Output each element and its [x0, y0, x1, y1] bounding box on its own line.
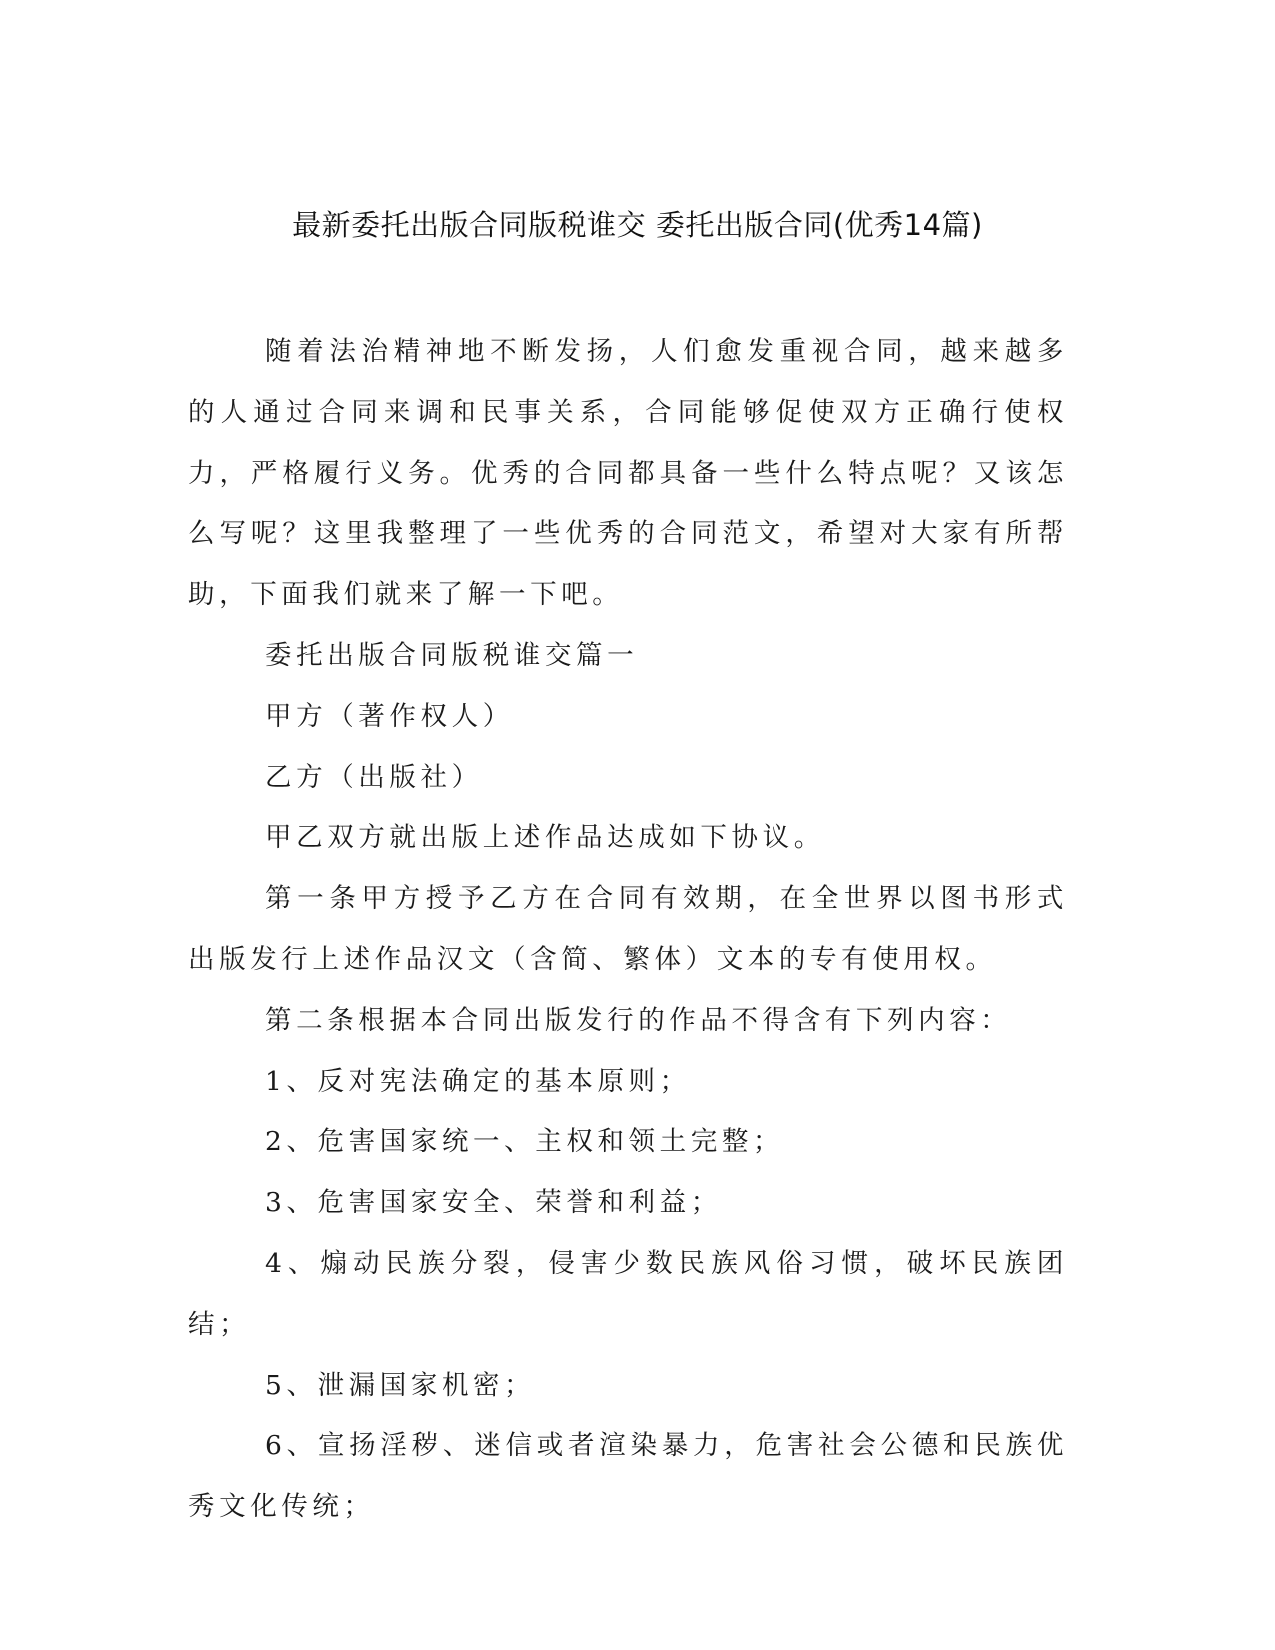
document-title: 最新委托出版合同版税谁交 委托出版合同(优秀14篇): [292, 208, 983, 242]
section-heading: 委托出版合同版税谁交篇一: [265, 639, 639, 671]
list-item: 2、危害国家统一、主权和领土完整；: [265, 1126, 785, 1158]
article-1: 第一条甲方授予乙方在合同有效期，在全世界以图书形式出版发行上述作品汉文（含简、繁体）文本的专有使用权。: [188, 883, 1068, 975]
list-item: 1、反对宪法确定的基本原则；: [265, 1065, 691, 1097]
paragraph-intro: 随着法治精神地不断发扬，人们愈发重视合同，越来越多的人通过合同来调和民事关系，合同能够促使双方正确行使权力，严格履行义务。优秀的合同都具备一些什么特点呢？又该怎么写呢？这里我整理了一些优秀的合同范文，希望对大家有所帮助，下面我们就来了解一下吧。: [188, 336, 1068, 611]
party-b: 乙方（出版社）: [265, 761, 483, 793]
party-a: 甲方（著作权人）: [265, 700, 514, 732]
list-item: 5、泄漏国家机密；: [265, 1369, 536, 1401]
article-2: 第二条根据本合同出版发行的作品不得含有下列内容：: [265, 1004, 1012, 1036]
document-body: [188, 322, 1068, 1538]
agreement-statement: 甲乙双方就出版上述作品达成如下协议。: [265, 822, 825, 854]
list-item: 4、煽动民族分裂，侵害少数民族风俗习惯，破坏民族团结；: [188, 1247, 1068, 1340]
list-item: 3、危害国家安全、荣誉和利益；: [265, 1187, 722, 1219]
list-item: 6、宣扬淫秽、迷信或者渲染暴力，危害社会公德和民族优秀文化传统；: [188, 1430, 1068, 1523]
